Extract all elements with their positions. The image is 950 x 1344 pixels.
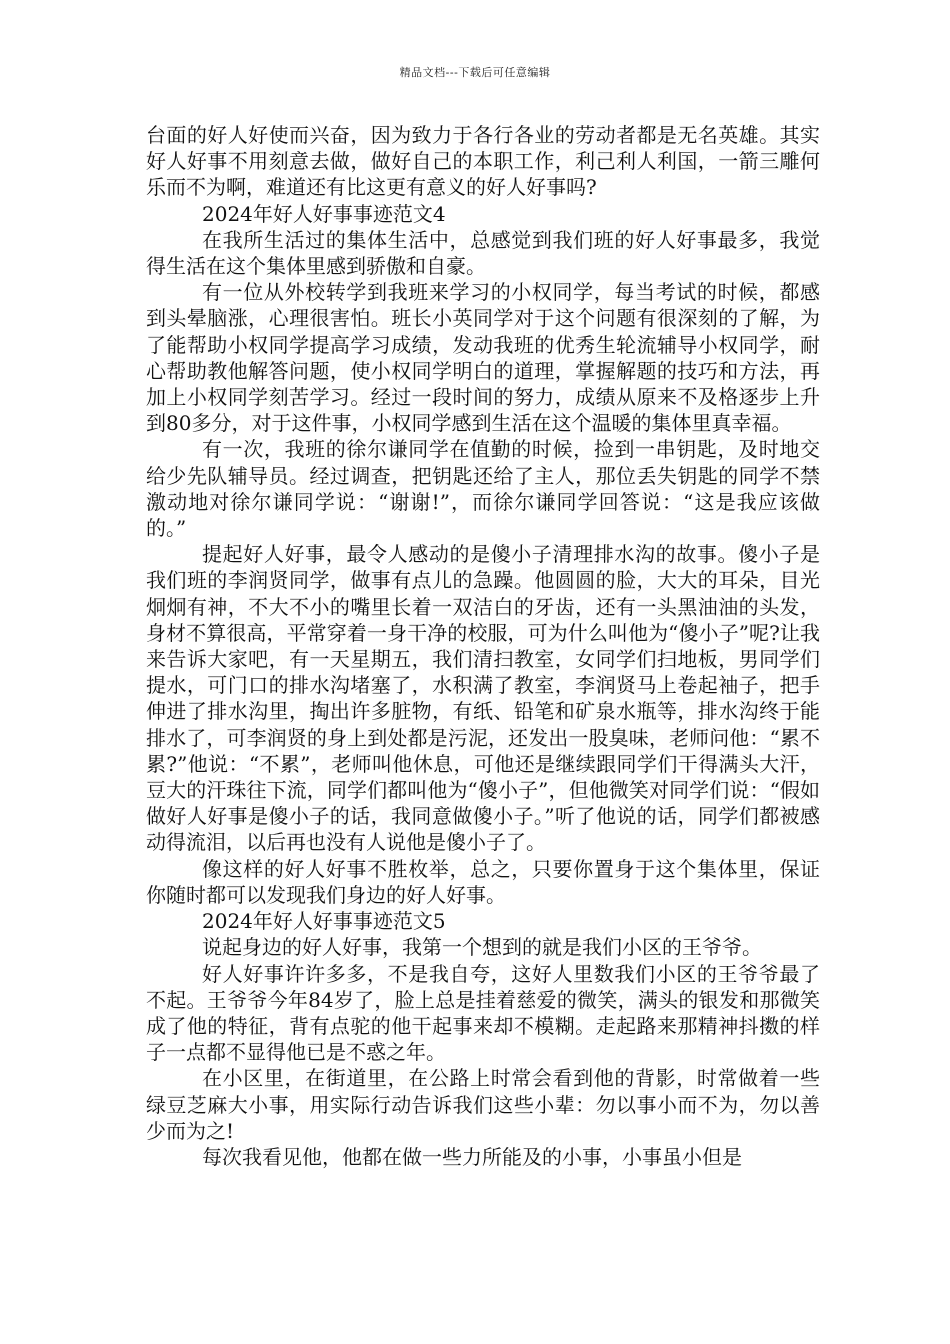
paragraph: 说起身边的好人好事，我第一个想到的就是我们小区的王爷爷。 [202,935,762,960]
page-header: 精品文档---下载后可任意编辑 [399,66,551,79]
paragraph: 好人好事许许多多，不是我自夸，这好人里数我们小区的王爷爷最了不起。王爷爷今年84岁了，脸上总是挂着慈爱的微笑，满头的银发和那微笑成了他的特征，背有点驼的他干起事来却不模糊。走起路来那精神抖擞的样子一点都不显得他已是不惑之年。 [146,961,820,1065]
paragraph: 提起好人好事，最令人感动的是傻小子清理排水沟的故事。傻小子是我们班的李润贤同学，做事有点儿的急躁。他圆圆的脸，大大的耳朵，目光炯炯有神，不大不小的嘴里长着一双洁白的牙齿，还有一头黑油油的头发，身材不算很高，平常穿着一身干净的校服，可为什么叫他为“傻小子”呢?让我来告诉大家吧，有一天星期五，我们清扫教室，女同学们扫地板，男同学们提水，可门口的排水沟堵塞了，水积满了教室，李润贤马上卷起袖子，把手伸进了排水沟里，掏出许多脏物，有纸、铅笔和矿泉水瓶等，排水沟终于能排水了，可李润贤的身上到处都是污泥，还发出一股臭味，老师问他：“累不累?”他说：“不累”，老师叫他休息，可他还是继续跟同学们干得满头大汗，豆大的汗珠往下流，同学们都叫他为“傻小子”，但他微笑对同学们说：“假如做好人好事是傻小子的话，我同意做傻小子。”听了他说的话，同学们都被感动得流泪，以后再也没有人说他是傻小子了。 [146,542,820,855]
paragraph: 在小区里，在街道里，在公路上时常会看到他的背影，时常做着一些绿豆芝麻大小事，用实际行动告诉我们这些小辈：勿以事小而不为，勿以善少而为之! [146,1066,820,1143]
paragraph: 有一位从外校转学到我班来学习的小权同学，每当考试的时候，都感到头晕脑涨，心理很害怕。班长小英同学对于这个问题有很深刻的了解，为了能帮助小权同学提高学习成绩，发动我班的优秀生轮流辅导小权同学，耐心帮助教他解答问题，使小权同学明白的道理，掌握解题的技巧和方法，再加上小权同学刻苦学习。经过一段时间的努力，成绩从原来不及格逐步上升到80多分，对于这件事，小权同学感到生活在这个温暖的集体里真幸福。 [146,280,820,436]
section-heading-4: 2024年好人好事事迹范文4 [202,201,446,226]
document-body [146,122,820,1170]
paragraph: 像这样的好人好事不胜枚举，总之，只要你置身于这个集体里，保证你随时都可以发现我们身边的好人好事。 [146,856,820,907]
paragraph-continuation: 台面的好人好使而兴奋，因为致力于各行各业的劳动者都是无名英雄。其实好人好事不用刻意去做，做好自己的本职工作，利己利人利国，一箭三雕何乐而不为啊，难道还有比这更有意义的好人好事吗? [146,123,820,200]
section-heading-5: 2024年好人好事事迹范文5 [202,909,446,934]
paragraph: 每次我看见他，他都在做一些力所能及的小事，小事虽小但是 [202,1144,742,1169]
paragraph: 有一次，我班的徐尔谦同学在值勤的时候，捡到一串钥匙，及时地交给少先队辅导员。经过调查，把钥匙还给了主人，那位丢失钥匙的同学不禁激动地对徐尔谦同学说：“谢谢!”，而徐尔谦同学回答说：“这是我应该做的。” [146,437,820,541]
paragraph: 在我所生活过的集体生活中，总感觉到我们班的好人好事最多，我觉得生活在这个集体里感到骄傲和自豪。 [146,227,820,279]
